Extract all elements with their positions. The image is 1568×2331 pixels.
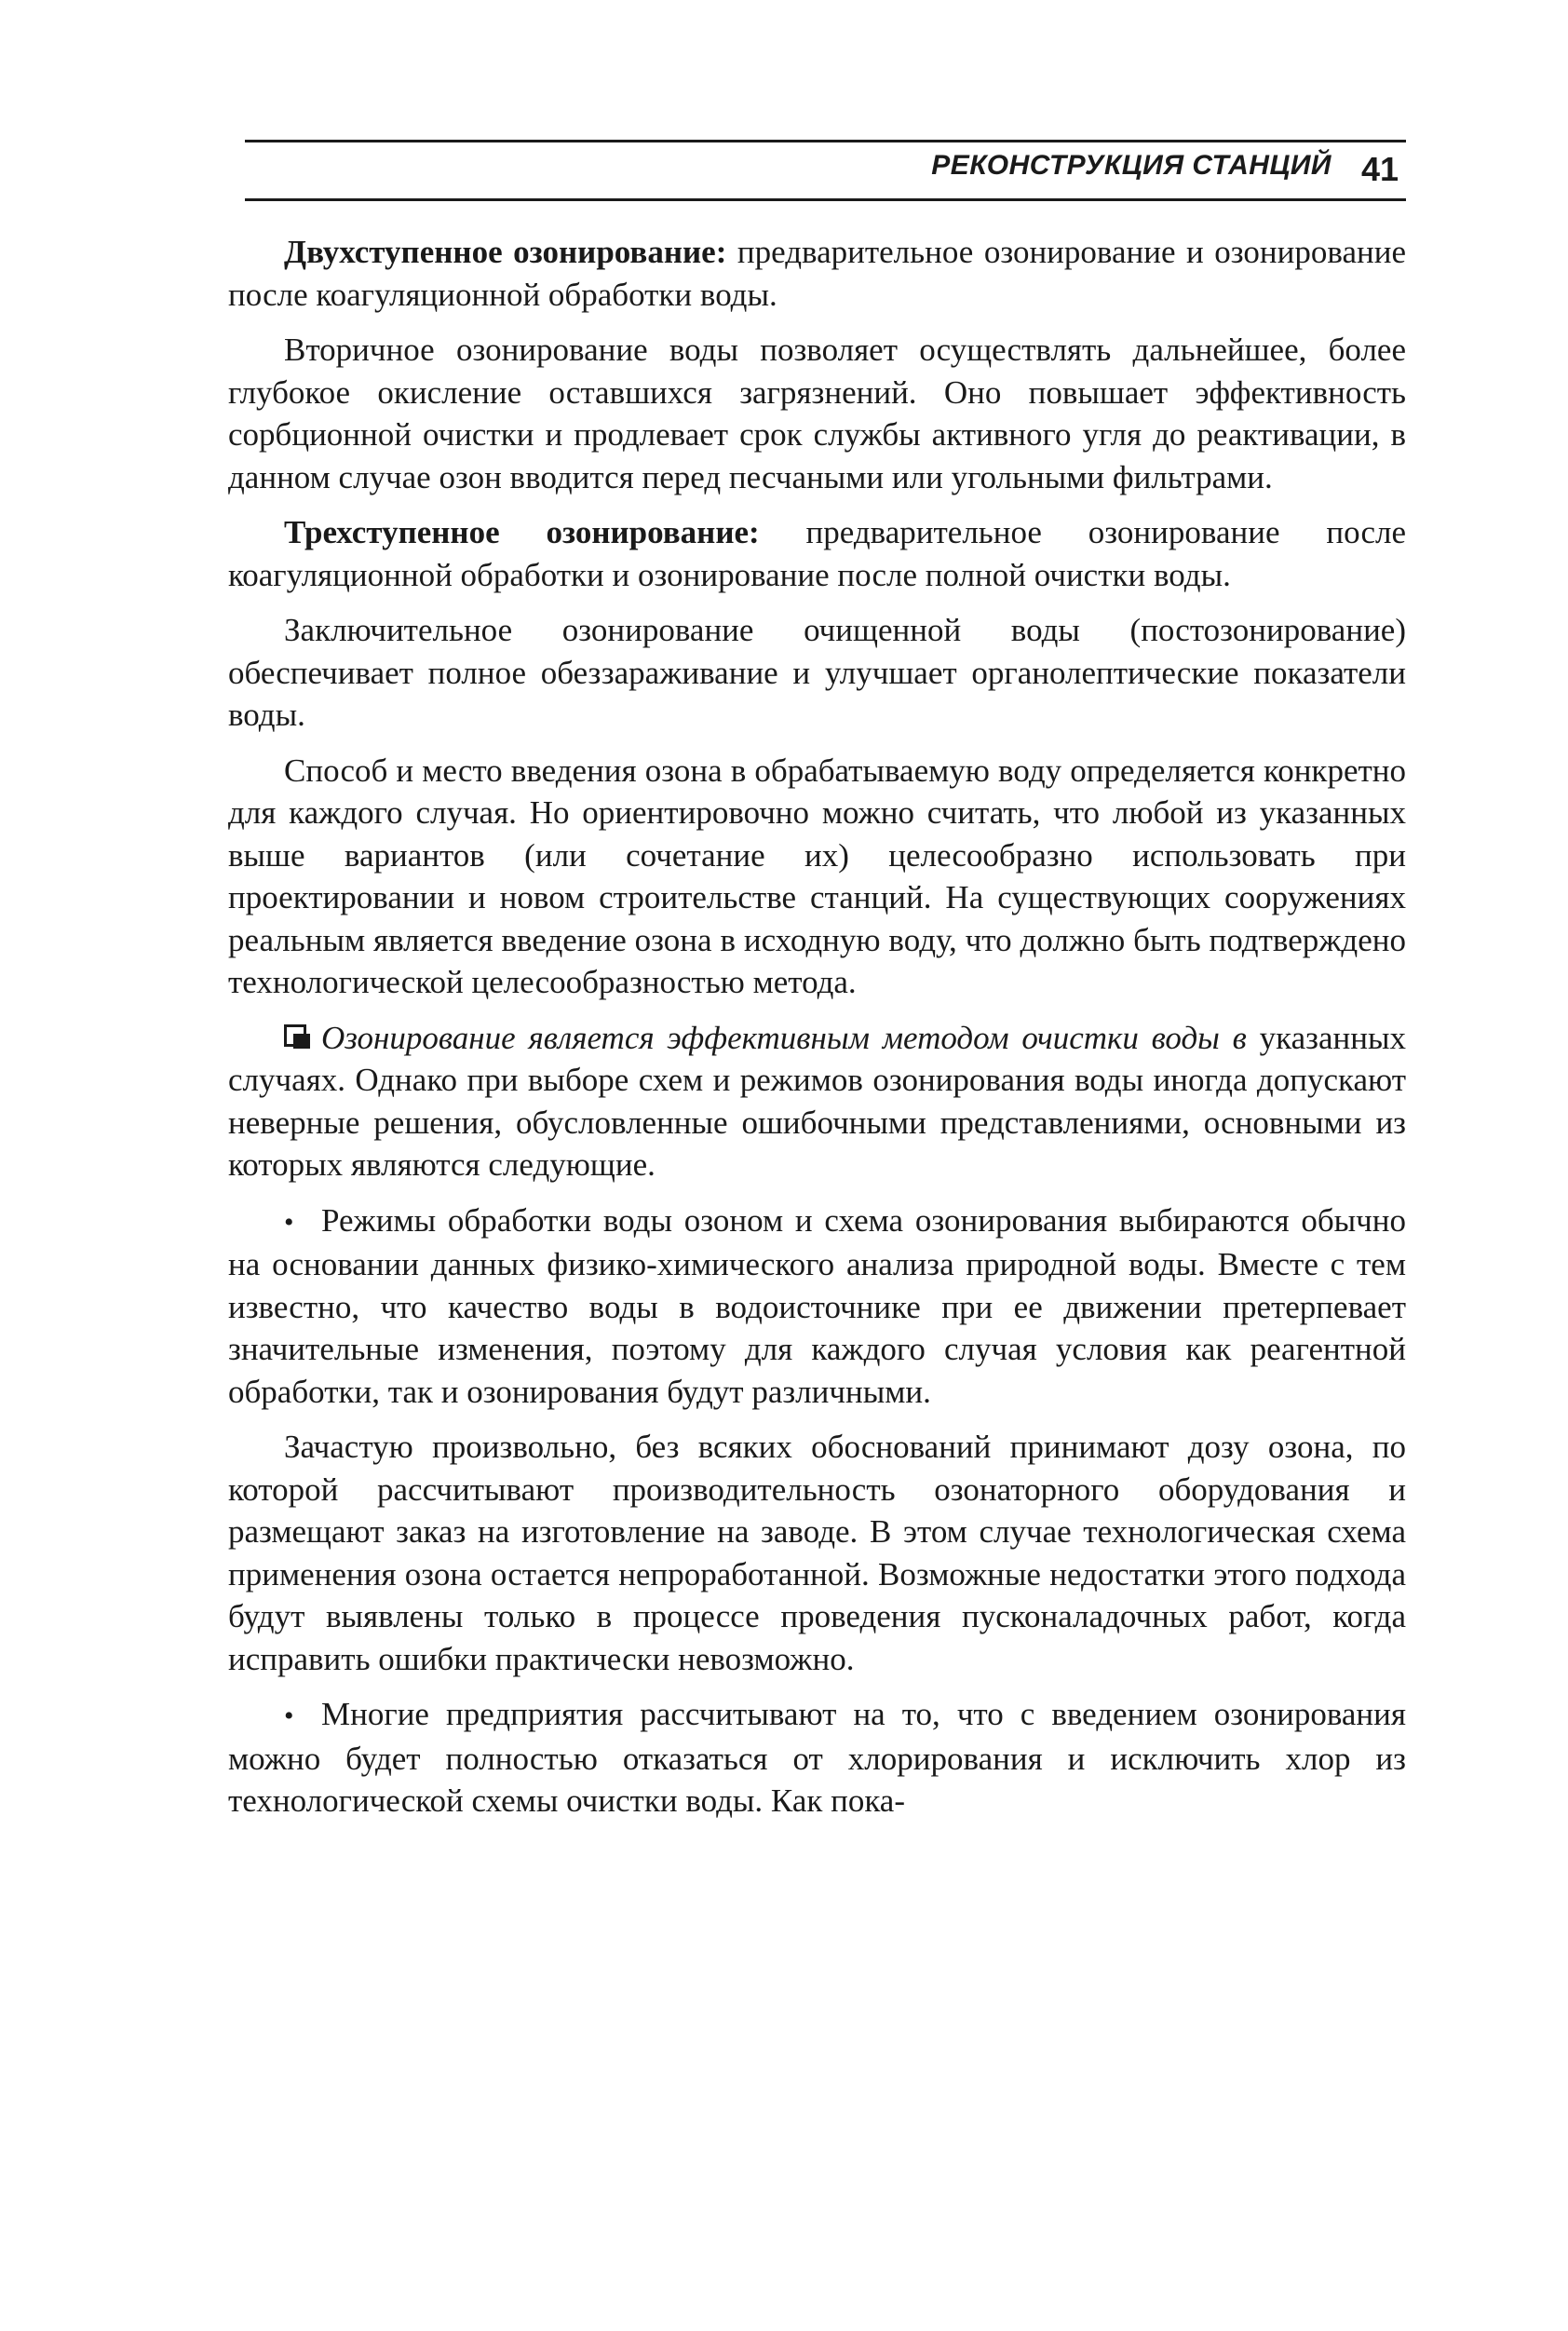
bullet-icon: • — [284, 1206, 294, 1238]
running-header-title: РЕКОНСТРУКЦИЯ СТАНЦИЙ — [931, 150, 1331, 181]
paragraph-method-selection: Способ и место введения озона в обрабатываемую воду определяется конкретно для каждого случая. Но ориентировочно можно считать, что любой из указанных выше вариантов (или сочетание их) целесообразно использовать при проектировании и новом строительстве станций. На существующих сооружениях реальным является введение озона в исходную воду, что должно быть подтверждено технологической целесообразностью метода. — [228, 752, 1406, 1000]
paragraph-ozone-dose: Зачастую произвольно, без всяких обоснований принимают дозу озона, по которой рассчитывают производительность озонаторного оборудования и размещают заказ на изготовление на заводе. В этом случае технологическая схема применения озона остается непроработанной. Возможные недостатки этого подхода будут выявлены только в процессе проведения пусконаладочных работ, когда исправить ошибки практически невозможно. — [228, 1429, 1406, 1677]
term-two-stage-ozonation: Двухступенное озонирование: — [284, 234, 727, 270]
book-page — [228, 140, 1406, 1836]
paragraph-two-stage-ozonation — [228, 231, 1406, 316]
bullet-icon: • — [284, 1701, 294, 1731]
paragraph-final-ozonation: Заключительное озонирование очищенной воды (постозонирование) обеспечивает полное обеззараживание и улучшает органолептические показатели воды. — [228, 612, 1406, 733]
note-icon — [284, 1024, 312, 1050]
paragraph-bullet-treatment-modes — [228, 1199, 1406, 1414]
paragraph-three-stage-ozonation — [228, 511, 1406, 596]
paragraph-text: указанных случаях. Однако при выборе схем и режимов озонирования воды иногда допускают неверные решения, обусловленные ошибочными представлениями, основными из которых являются следующие. — [228, 1019, 1406, 1183]
paragraph-text: предварительное озонирование после коагуляционной обработки и озонирование после полной очистки воды. — [228, 514, 1406, 593]
paragraph-note-errors — [228, 1017, 1406, 1186]
running-header — [245, 140, 1406, 201]
paragraph-secondary-ozonation: Вторичное озонирование воды позволяет осуществлять дальнейшее, более глубокое окисление оставшихся загрязнений. Оно повышает эффективность сорбционной очистки и продлевает срок службы активного угля до реактивации, в данном случае озон вводится перед песчаными или угольными фильтрами. — [228, 332, 1406, 495]
paragraph-text: Режимы обработки воды озоном и схема озонирования выбираются обычно на основании данных физико-химического анализа природной воды. Вместе с тем известно, что качество воды в водоисточнике при ее движении претерпевает значительные изменения, поэтому для каждого случая условия как реагентной обработки, так и озонирования будут различными. — [228, 1201, 1406, 1410]
paragraph-bullet-chlorination — [228, 1693, 1406, 1823]
note-italic-text: Озонирование является эффективным методом очистки воды в — [321, 1019, 1247, 1056]
page-body — [228, 231, 1406, 1823]
paragraph-text: предварительное озонирование и озонирование после коагуляционной обработки воды. — [228, 234, 1406, 313]
page-number: 41 — [1360, 150, 1399, 188]
paragraph-text: Многие предприятия рассчитывают на то, что с введением озонирования можно будет полностью отказаться от хлорирования и исключить хлор из технологической схемы очистки воды. Как пока- — [228, 1696, 1406, 1819]
term-three-stage-ozonation: Трехступенное озонирование: — [284, 514, 760, 550]
